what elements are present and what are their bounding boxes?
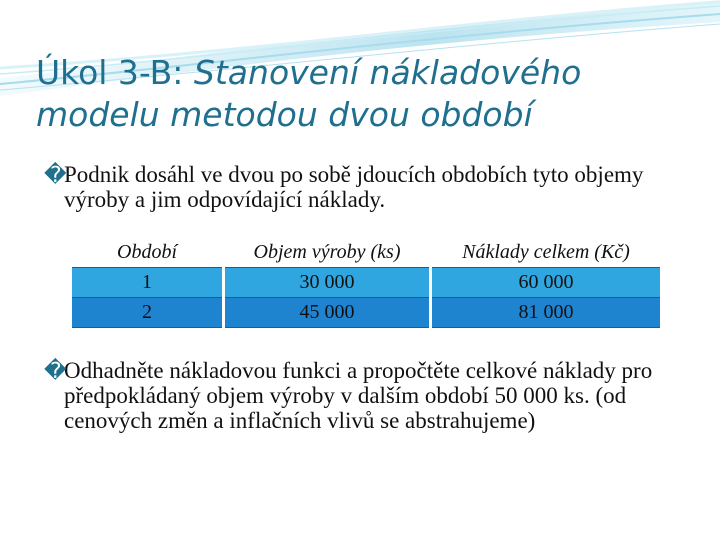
title-prefix: Úkol 3-B: — [36, 53, 194, 92]
header-objem: Objem výroby (ks) — [224, 238, 431, 268]
table-cell: 81 000 — [431, 298, 661, 328]
paragraph-2-text: Odhadněte nákladovou funkci a propočtěte celkové náklady pro předpokládaný objem výroby v dalším období 50 000 ks. (od cenových změn a inflačních vlivů se abstrahujeme) — [64, 358, 653, 433]
table-row — [72, 268, 660, 298]
table-header-row — [72, 238, 660, 268]
table-cell: 1 — [72, 268, 224, 298]
title-rest: Stanovení nákladového modelu metodou dvou období — [36, 53, 582, 134]
table-cell: 45 000 — [224, 298, 431, 328]
paragraph-2 — [44, 358, 684, 433]
slide-title — [36, 52, 696, 136]
data-table — [72, 238, 660, 328]
paragraph-1 — [44, 162, 694, 212]
bullet-icon: � — [44, 358, 67, 383]
table-cell: 2 — [72, 298, 224, 328]
paragraph-1-text: Podnik dosáhl ve dvou po sobě jdoucích obdobích tyto objemy výroby a jim odpovídající náklady. — [64, 162, 644, 212]
table-row — [72, 298, 660, 328]
table-cell: 60 000 — [431, 268, 661, 298]
header-obdobi: Období — [72, 238, 224, 268]
table-cell: 30 000 — [224, 268, 431, 298]
header-naklady: Náklady celkem (Kč) — [431, 238, 661, 268]
bullet-icon: � — [44, 162, 67, 187]
